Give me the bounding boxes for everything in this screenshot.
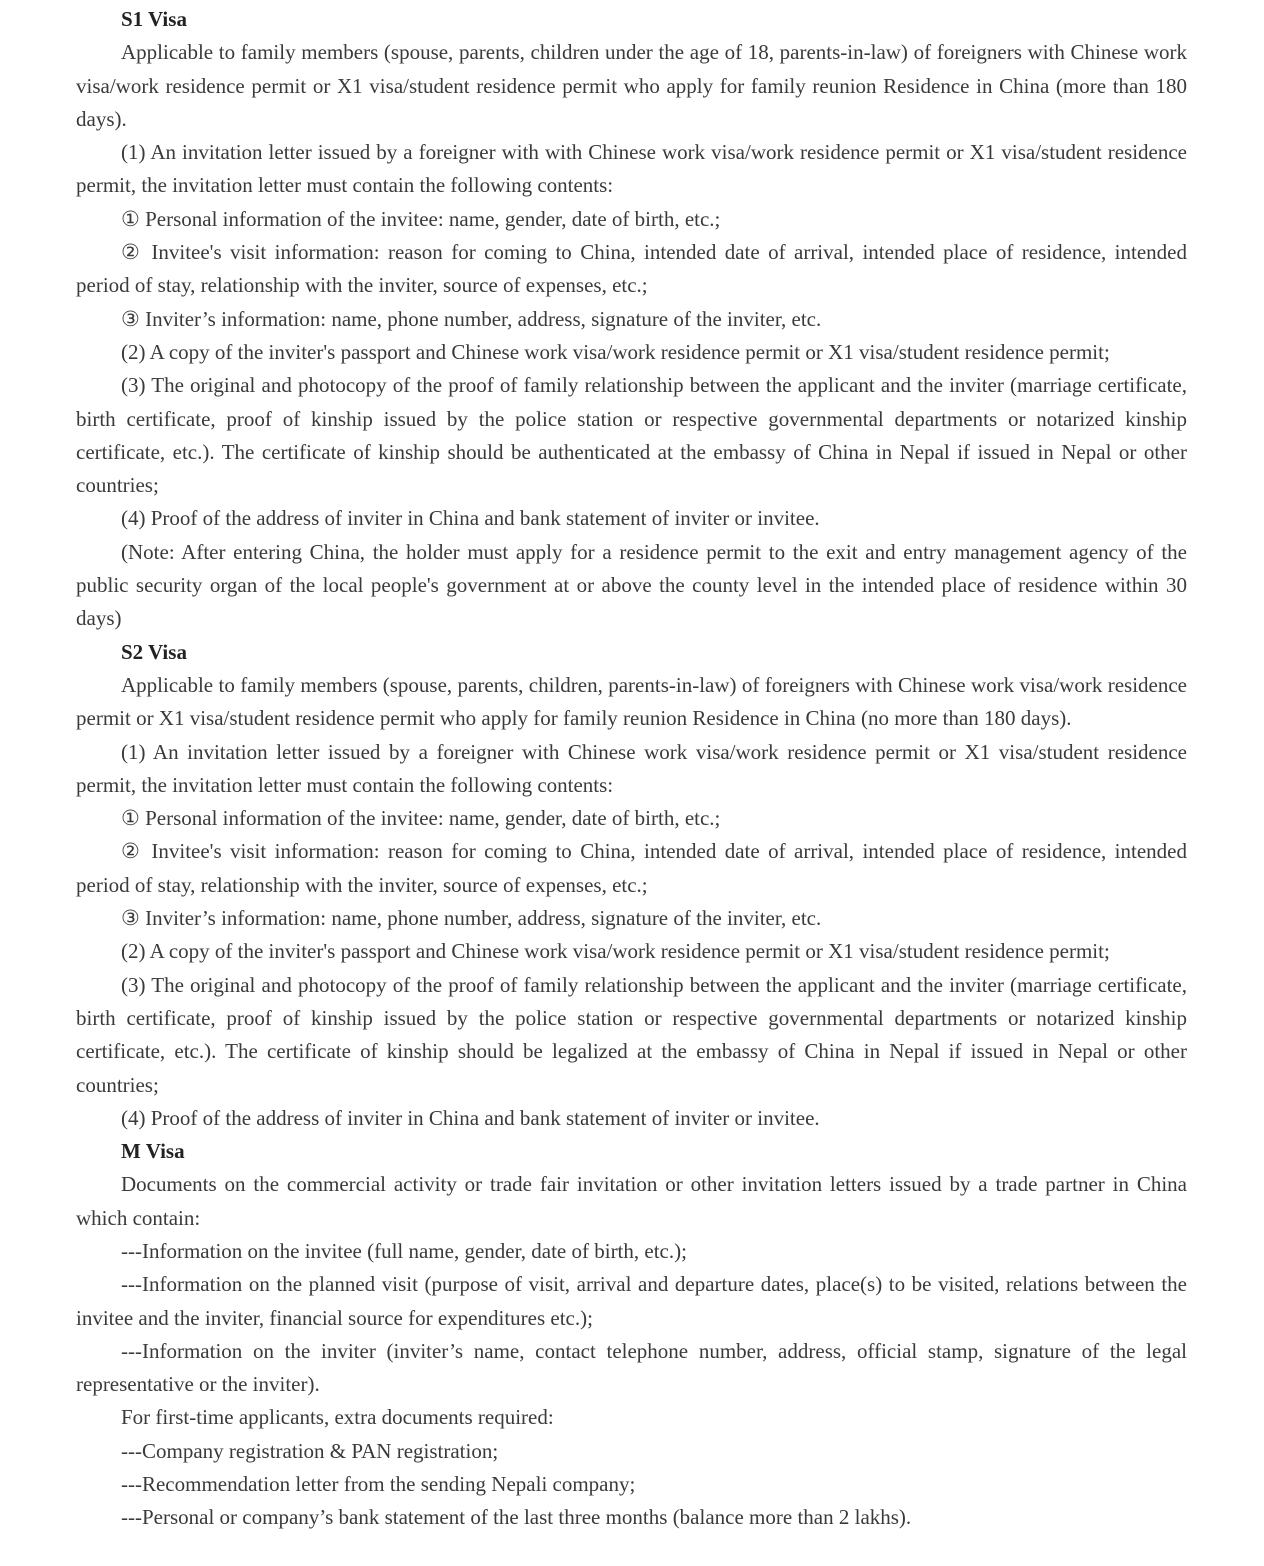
paragraph: (1) An invitation letter issued by a foreigner with Chinese work visa/work residence permit or X1 visa/student residence permit, the invitation letter must contain the following contents:: [76, 739, 1187, 797]
list-item: ---Company registration & PAN registration;: [121, 1438, 499, 1463]
section-s1-visa: [76, 3, 1187, 636]
paragraph: Applicable to family members (spouse, parents, children, parents-in-law) of foreigners with Chinese work visa/work residence permit or X1 visa/student residence permit who apply for family reunion Residence in China (no more than 180 days).: [76, 672, 1187, 731]
paragraph: (2) A copy of the inviter's passport and Chinese work visa/work residence permit or X1 visa/student residence permit;: [121, 939, 1110, 964]
paragraph: ② Invitee's visit information: reason for coming to China, intended date of arrival, intended place of residence, intended period of stay, relationship with the inviter, source of expenses, etc.;: [76, 240, 1187, 298]
paragraph: ③ Inviter’s information: name, phone number, address, signature of the inviter, etc.: [121, 306, 822, 331]
paragraph: (2) A copy of the inviter's passport and Chinese work visa/work residence permit or X1 visa/student residence permit;: [121, 339, 1110, 364]
list-item: ---Information on the planned visit (purpose of visit, arrival and departure dates, place(s) to be visited, relations between the invitee and the inviter, financial source for expenditures etc.);: [76, 1272, 1187, 1330]
paragraph: Applicable to family members (spouse, parents, children under the age of 18, parents-in-law) of foreigners with Chinese work visa/work residence permit or X1 visa/student residence permit who apply for family reunion Residence in China (more than 180 days).: [76, 40, 1187, 131]
paragraph: For first-time applicants, extra documents required:: [121, 1405, 554, 1430]
section-s2-visa: [76, 636, 1187, 1135]
paragraph: (3) The original and photocopy of the proof of family relationship between the applicant and the inviter (marriage certificate, birth certificate, proof of kinship issued by the police station or respective governmental departments or notarized kinship certificate, etc.). The certificate of kinship should be authenticated at the embassy of China in Nepal if issued in Nepal or other countries;: [76, 373, 1187, 498]
paragraph: (Note: After entering China, the holder must apply for a residence permit to the exit and entry management agency of the public security organ of the local people's government at or above the county level in the intended place of residence within 30 days): [76, 539, 1187, 631]
list-item: ---Recommendation letter from the sending Nepali company;: [121, 1472, 636, 1497]
paragraph: ② Invitee's visit information: reason for coming to China, intended date of arrival, intended place of residence, intended period of stay, relationship with the inviter, source of expenses, etc.;: [76, 839, 1187, 897]
section-heading: M Visa: [121, 1139, 185, 1164]
section-m-visa: [76, 1135, 1187, 1535]
paragraph: (4) Proof of the address of inviter in China and bank statement of inviter or invitee.: [121, 506, 820, 531]
paragraph: Documents on the commercial activity or trade fair invitation or other invitation letters issued by a trade partner in China which contain:: [76, 1172, 1187, 1230]
list-item: ---Personal or company’s bank statement of the last three months (balance more than 2 lakhs).: [121, 1505, 912, 1530]
paragraph: (4) Proof of the address of inviter in China and bank statement of inviter or invitee.: [121, 1105, 820, 1130]
section-heading: S1 Visa: [121, 7, 187, 31]
list-item: ---Information on the inviter (inviter’s name, contact telephone number, address, official stamp, signature of the legal representative or the inviter).: [76, 1338, 1187, 1397]
paragraph: ① Personal information of the invitee: name, gender, date of birth, etc.;: [121, 206, 721, 231]
paragraph: (1) An invitation letter issued by a foreigner with with Chinese work visa/work residence permit or X1 visa/student residence permit, the invitation letter must contain the following contents:: [76, 140, 1187, 198]
paragraph: ① Personal information of the invitee: name, gender, date of birth, etc.;: [121, 806, 721, 831]
paragraph: ③ Inviter’s information: name, phone number, address, signature of the inviter, etc.: [121, 906, 822, 931]
section-heading: S2 Visa: [121, 639, 187, 664]
list-item: ---Information on the invitee (full name, gender, date of birth, etc.);: [121, 1238, 687, 1263]
paragraph: (3) The original and photocopy of the proof of family relationship between the applicant and the inviter (marriage certificate, birth certificate, proof of kinship issued by the police station or respective governmental departments or notarized kinship certificate, etc.). The certificate of kinship should be legalized at the embassy of China in Nepal if issued in Nepal or other countries;: [76, 972, 1187, 1097]
